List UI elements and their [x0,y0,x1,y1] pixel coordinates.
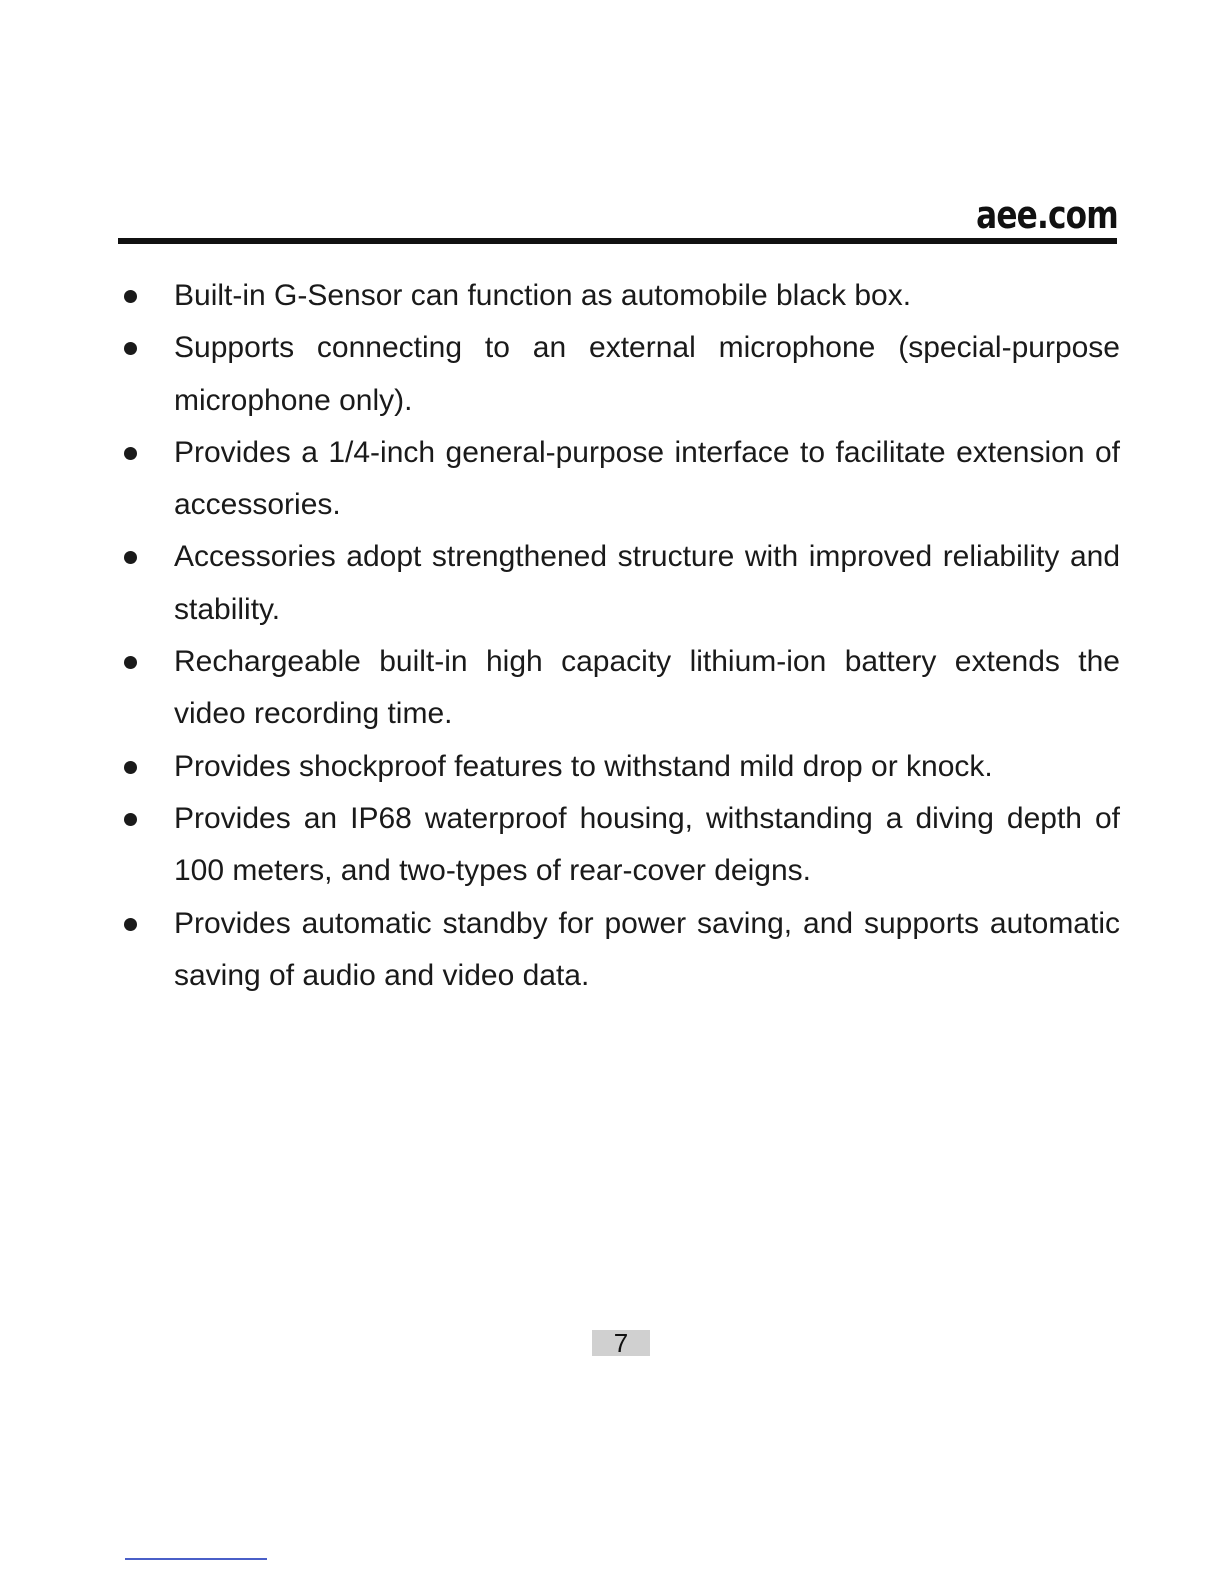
brand-logo: aee.com [976,193,1118,237]
list-item [118,531,1120,636]
feature-list [118,270,1120,1002]
list-item [118,636,1120,741]
bullet-icon [124,656,137,669]
list-item [118,898,1120,1003]
feature-text: Provides an IP68 waterproof housing, withstanding a diving depth of 100 meters, and two-types of rear-cover deigns. [174,801,1120,888]
feature-text: Provides a 1/4-inch general-purpose interface to facilitate extension of accessories. [174,435,1120,522]
header-divider [118,238,1117,244]
list-item [118,427,1120,532]
bullet-icon [124,447,137,460]
feature-text: Built-in G-Sensor can function as automobile black box. [174,279,912,312]
list-item [118,793,1120,898]
bullet-icon [124,918,137,931]
bullet-icon [124,761,137,774]
bullet-icon [124,551,137,564]
bullet-icon [124,813,137,826]
bullet-icon [124,290,137,303]
list-item [118,741,1120,793]
bullet-icon [124,342,137,355]
feature-text: Provides shockproof features to withstand mild drop or knock. [174,749,993,783]
list-item [118,322,1120,427]
feature-text: Accessories adopt strengthened structure with improved reliability and stability. [174,540,1120,626]
footer-underline [125,1558,267,1560]
feature-text: Rechargeable built-in high capacity lithium-ion battery extends the video recording time. [174,645,1120,731]
list-item [118,270,1120,322]
page-number: 7 [592,1330,650,1356]
feature-text: Supports connecting to an external microphone (special-purpose microphone only). [174,331,1120,417]
feature-text: Provides automatic standby for power saving, and supports automatic saving of audio and video data. [174,906,1120,992]
